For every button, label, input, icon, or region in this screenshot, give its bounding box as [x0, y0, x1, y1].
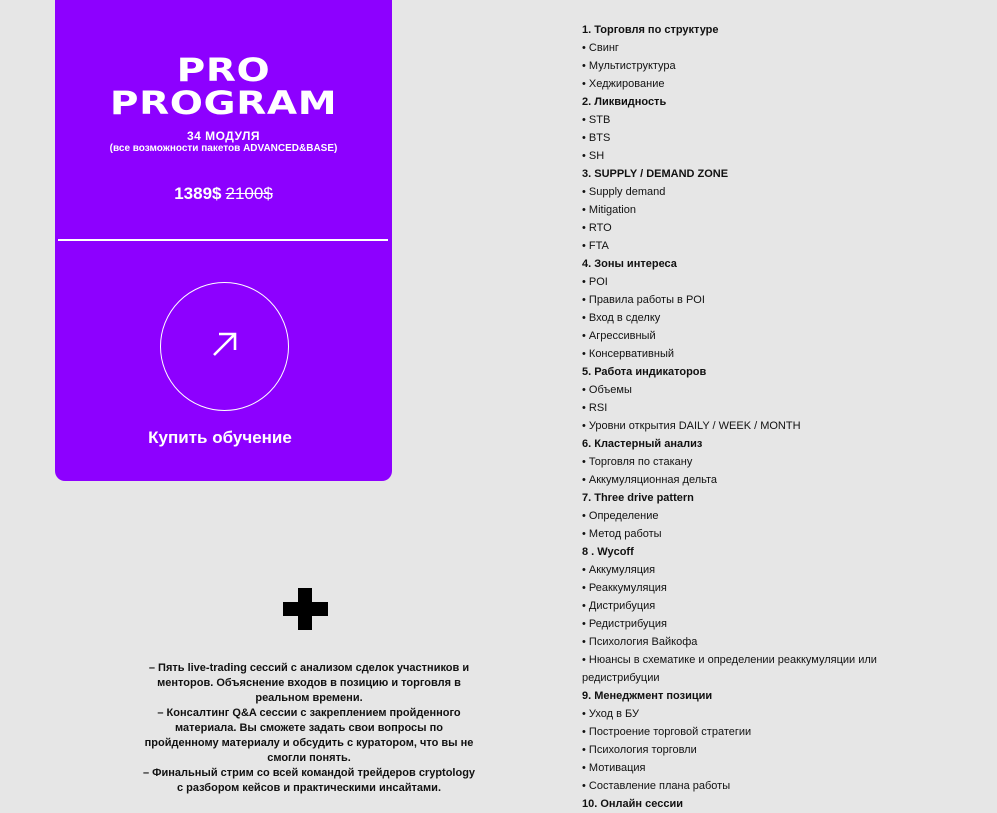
- price-current: 1389$: [174, 184, 222, 203]
- included-packages: (все возможности пакетов ADVANCED&BASE): [109, 143, 338, 154]
- curriculum-item: • Supply demand: [582, 186, 666, 198]
- curriculum-section-title: 10. Онлайн сессии: [582, 798, 683, 810]
- curriculum-item: • Аккумуляционная дельта: [582, 474, 718, 486]
- curriculum-item: • Мотивация: [582, 762, 646, 774]
- curriculum-item: • FTA: [582, 240, 609, 252]
- curriculum-item: • Психология Вайкофа: [582, 636, 698, 648]
- curriculum-item: • Хеджирование: [582, 78, 665, 90]
- curriculum-item: • Торговля по стакану: [582, 456, 693, 468]
- card-title: [18, 51, 429, 122]
- curriculum-section-title: 4. Зоны интереса: [582, 258, 677, 270]
- buy-button[interactable]: [160, 282, 289, 411]
- pro-program-card: [55, 0, 392, 481]
- curriculum-list: [582, 21, 932, 813]
- card-title-line2: PROGRAM: [109, 84, 338, 122]
- curriculum-item: • Составление плана работы: [582, 780, 731, 792]
- curriculum-item: • Агрессивный: [582, 330, 656, 342]
- curriculum-item: • Уровни открытия DAILY / WEEK / MONTH: [582, 420, 801, 432]
- plus-icon: [283, 588, 328, 630]
- curriculum-item: • Метод работы: [582, 528, 662, 540]
- curriculum-item: • POI: [582, 276, 608, 288]
- curriculum-item: • Объемы: [582, 384, 632, 396]
- curriculum-item: • Консервативный: [582, 348, 674, 360]
- curriculum-section-title: 2. Ликвидность: [582, 96, 667, 108]
- curriculum-item: • Уход в БУ: [582, 708, 639, 720]
- card-title-line1: PRO: [176, 51, 271, 89]
- curriculum-item: • STB: [582, 114, 611, 126]
- curriculum-item: • Дистрибуция: [582, 600, 656, 612]
- price-row: [55, 184, 392, 204]
- extras-item: – Пять live-trading сессий с анализом сделок участников и менторов. Объяснение входов в позицию и торговля в реальном времени.: [148, 662, 470, 704]
- curriculum-item: • Реаккумуляция: [582, 582, 667, 594]
- curriculum-item: • Психология торговли: [582, 744, 697, 756]
- curriculum-item: • Mitigation: [582, 204, 636, 216]
- extras-list: [140, 661, 478, 796]
- card-divider: [58, 239, 388, 241]
- curriculum-section-title: 3. SUPPLY / DEMAND ZONE: [582, 168, 729, 180]
- curriculum-item: • Вход в сделку: [582, 312, 661, 324]
- extras-item: – Консалтинг Q&A сессии с закреплением пройденного материала. Вы сможете задать свои вопросы по пройденному материалу и обсудить с куратором, что вы не смогли понять.: [144, 707, 474, 764]
- curriculum-item: • RSI: [582, 402, 608, 414]
- curriculum-section-title: 7. Three drive pattern: [582, 492, 694, 504]
- curriculum-item: • Определение: [582, 510, 659, 522]
- curriculum-item: • SH: [582, 150, 605, 162]
- curriculum-item: • Построение торговой стратегии: [582, 726, 752, 738]
- curriculum-section-title: 1. Торговля по структуре: [582, 24, 719, 36]
- curriculum-item: • Редистрибуция: [582, 618, 667, 630]
- curriculum-section-title: 6. Кластерный анализ: [582, 438, 703, 450]
- curriculum-item: • RTO: [582, 222, 612, 234]
- extras-item: – Финальный стрим со всей командой трейдеров cryptology с разбором кейсов и практическими инсайтами.: [142, 767, 476, 794]
- curriculum-section-title: 8 . Wycoff: [582, 546, 634, 558]
- curriculum-item: • Правила работы в POI: [582, 294, 705, 306]
- curriculum-section-title: 5. Работа индикаторов: [582, 366, 707, 378]
- curriculum-item: • Мультиструктура: [582, 60, 676, 72]
- modules-count: 34 МОДУЛЯ: [186, 129, 261, 143]
- curriculum-item: • Свинг: [582, 42, 619, 54]
- curriculum-item: • BTS: [582, 132, 611, 144]
- arrow-up-right-icon: [208, 327, 242, 366]
- curriculum-item: • Аккумуляция: [582, 564, 656, 576]
- price-old: 2100$: [225, 184, 273, 203]
- curriculum-item: • Нюансы в схематике и определении реаккумуляции или редистрибуции: [582, 654, 877, 684]
- curriculum-section-title: 9. Менеджмент позиции: [582, 690, 713, 702]
- buy-label[interactable]: Купить обучение: [148, 428, 292, 447]
